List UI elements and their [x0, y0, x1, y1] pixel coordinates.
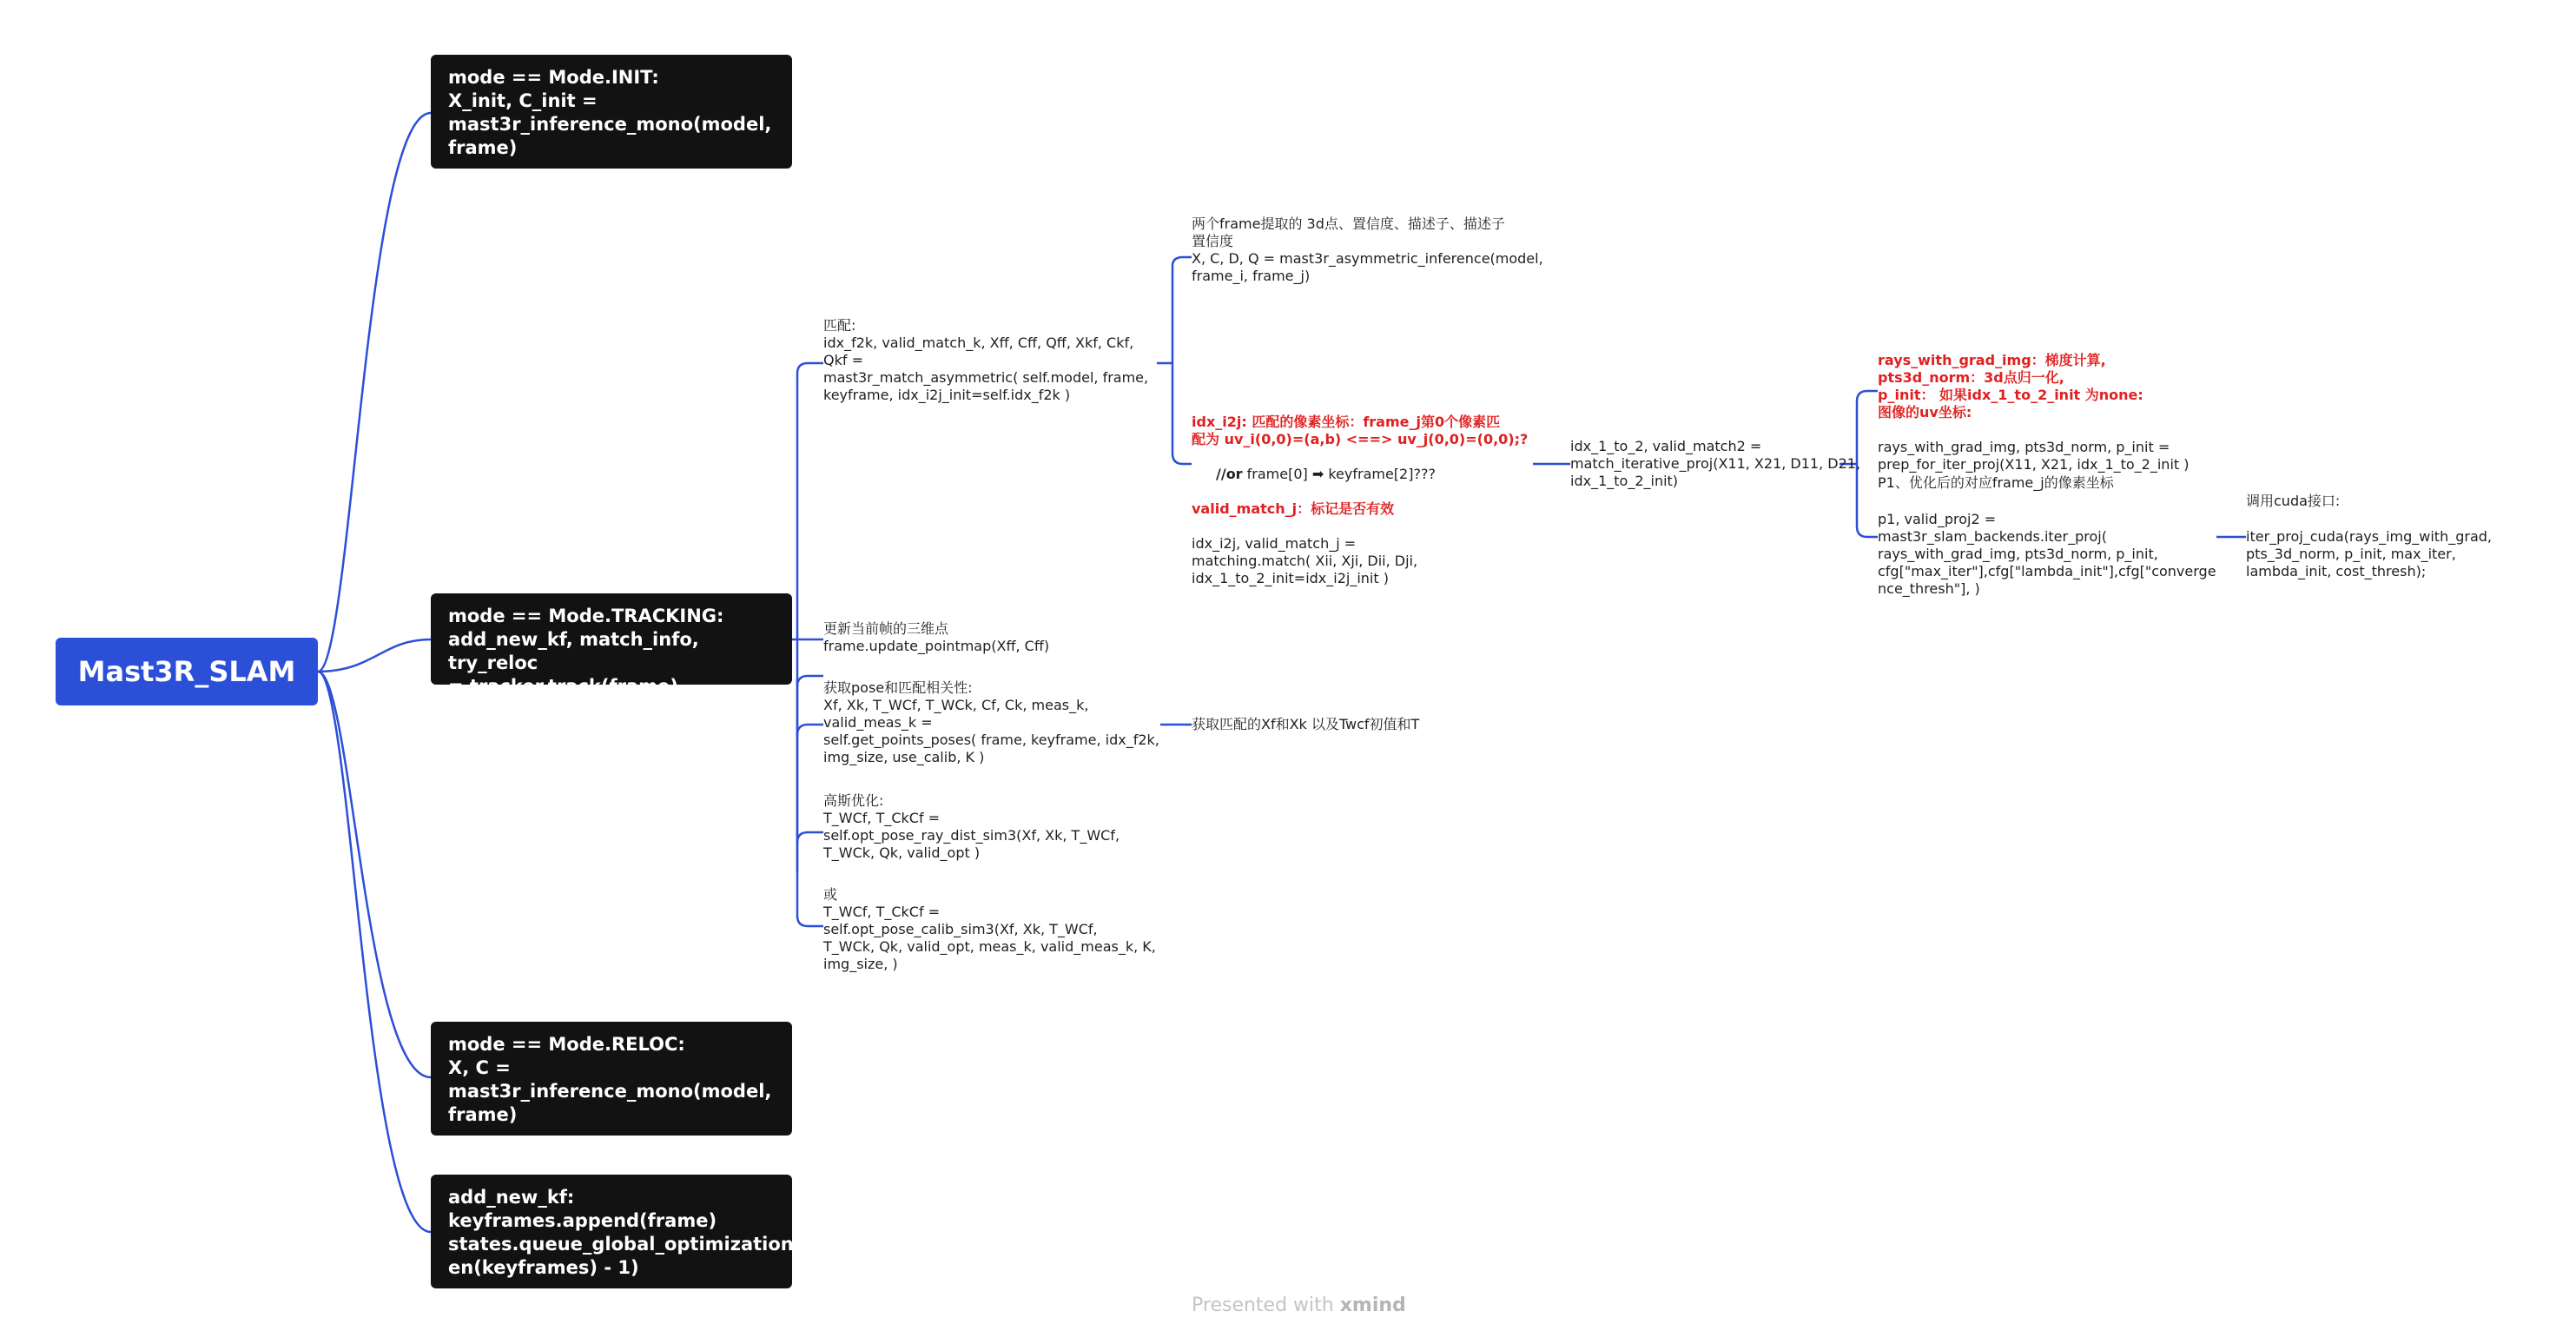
watermark-prefix: Presented with [1192, 1295, 1340, 1316]
match-iterative-proj-node[interactable]: idx_1_to_2, valid_match2 = match_iterative_proj(X11, X21, D11, D21, idx_1_to_2_init) [1570, 438, 1861, 489]
watermark-brand: xmind [1339, 1295, 1406, 1316]
calib-optimization-step[interactable]: 或 T_WCf, T_CkCf = self.opt_pose_calib_sim3(Xf, Xk, T_WCf, T_WCk, Qk, valid_opt, meas_k, valid_meas_k, K, img_size, ) [823, 886, 1156, 972]
iter-proj-call-node[interactable]: p1, valid_proj2 = mast3r_slam_backends.iter_proj( rays_with_grad_img, pts3d_norm, p_init, cfg["max_iter"],cfg["lambda_init"],cfg["converge nce_thresh"], ) [1878, 511, 2216, 597]
mode-init-node[interactable]: mode == Mode.INIT: X_init, C_init = mast3r_inference_mono(model, frame) [431, 55, 792, 169]
p1-note[interactable]: P1、优化后的对应frame_j的像素坐标 [1878, 474, 2114, 491]
prep-call-text: rays_with_grad_img, pts3d_norm, p_init = prep_for_iter_proj(X11, X21, idx_1_to_2_init ) [1878, 439, 2190, 473]
asymmetric-inference-note[interactable]: 两个frame提取的 3d点、置信度、描述子、描述子 置信度 X, C, D, Q = mast3r_asymmetric_inference(model, frame_i, frame_j) [1192, 215, 1543, 284]
idx-i2j-highlight: idx_i2j: 匹配的像素坐标：frame_j第0个像素匹 配为 uv_i(0,0)=(a,b) <==> uv_j(0,0)=(0,0);? [1192, 414, 1529, 447]
matching-call-text: idx_i2j, valid_match_j = matching.match( Xii, Xji, Dii, Dji, idx_1_to_2_init=idx_i2j_init ) [1192, 535, 1418, 586]
or-keyword: //or [1216, 466, 1243, 482]
match-step[interactable]: 匹配: idx_f2k, valid_match_k, Xff, Cff, Qff, Xkf, Ckf, Qkf = mast3r_match_asymmetric( self.model, frame, keyframe, idx_i2j_init=self.idx_f2k ) [823, 317, 1149, 403]
iter-proj-cuda-call[interactable]: iter_proj_cuda(rays_img_with_grad, pts_3d_norm, p_init, max_iter, lambda_init, cost_thresh); [2246, 528, 2492, 579]
mode-tracking-node[interactable]: mode == Mode.TRACKING: add_new_kf, match_info, try_reloc = tracker.track(frame) [431, 593, 792, 685]
prep-iter-proj-note[interactable] [1878, 334, 2190, 491]
idx-i2j-or-line [1192, 466, 1528, 483]
gauss-optimization-step[interactable]: 高斯优化: T_WCf, T_CkCf = self.opt_pose_ray_dist_sim3(Xf, Xk, T_WCf, T_WCk, Qk, valid_opt ) [823, 792, 1120, 861]
valid-match-highlight: valid_match_j：标记是否有效 [1192, 500, 1395, 517]
or-frame-text: frame[0] ➡ keyframe[2]??? [1242, 466, 1436, 482]
idx-i2j-note[interactable] [1192, 396, 1528, 605]
get-points-poses-step[interactable]: 获取pose和匹配相关性: Xf, Xk, T_WCf, T_WCk, Cf, Ck, meas_k, valid_meas_k = self.get_points_poses( frame, keyframe, idx_f2k, img_size, use_calib, K ) [823, 679, 1159, 765]
root-node-mast3r-slam[interactable]: Mast3R_SLAM [56, 638, 318, 705]
pose-init-note[interactable]: 获取匹配的Xf和Xk 以及Twcf初值和T [1192, 716, 1420, 732]
mode-reloc-node[interactable]: mode == Mode.RELOC: X, C = mast3r_inference_mono(model, frame) [431, 1022, 792, 1136]
update-pointmap-step[interactable]: 更新当前帧的三维点 frame.update_pointmap(Xff, Cff) [823, 620, 1050, 654]
prep-highlight: rays_with_grad_img：梯度计算, pts3d_norm：3d点归一化, p_init： 如果idx_1_to_2_init 为none: 图像的uv坐标: [1878, 352, 2143, 420]
add-new-kf-node[interactable]: add_new_kf: keyframes.append(frame) states.queue_global_optimization(l en(keyframes) - 1) [431, 1175, 792, 1288]
cuda-interface-title[interactable]: 调用cuda接口: [2246, 493, 2341, 509]
xmind-watermark [1192, 1295, 1406, 1316]
